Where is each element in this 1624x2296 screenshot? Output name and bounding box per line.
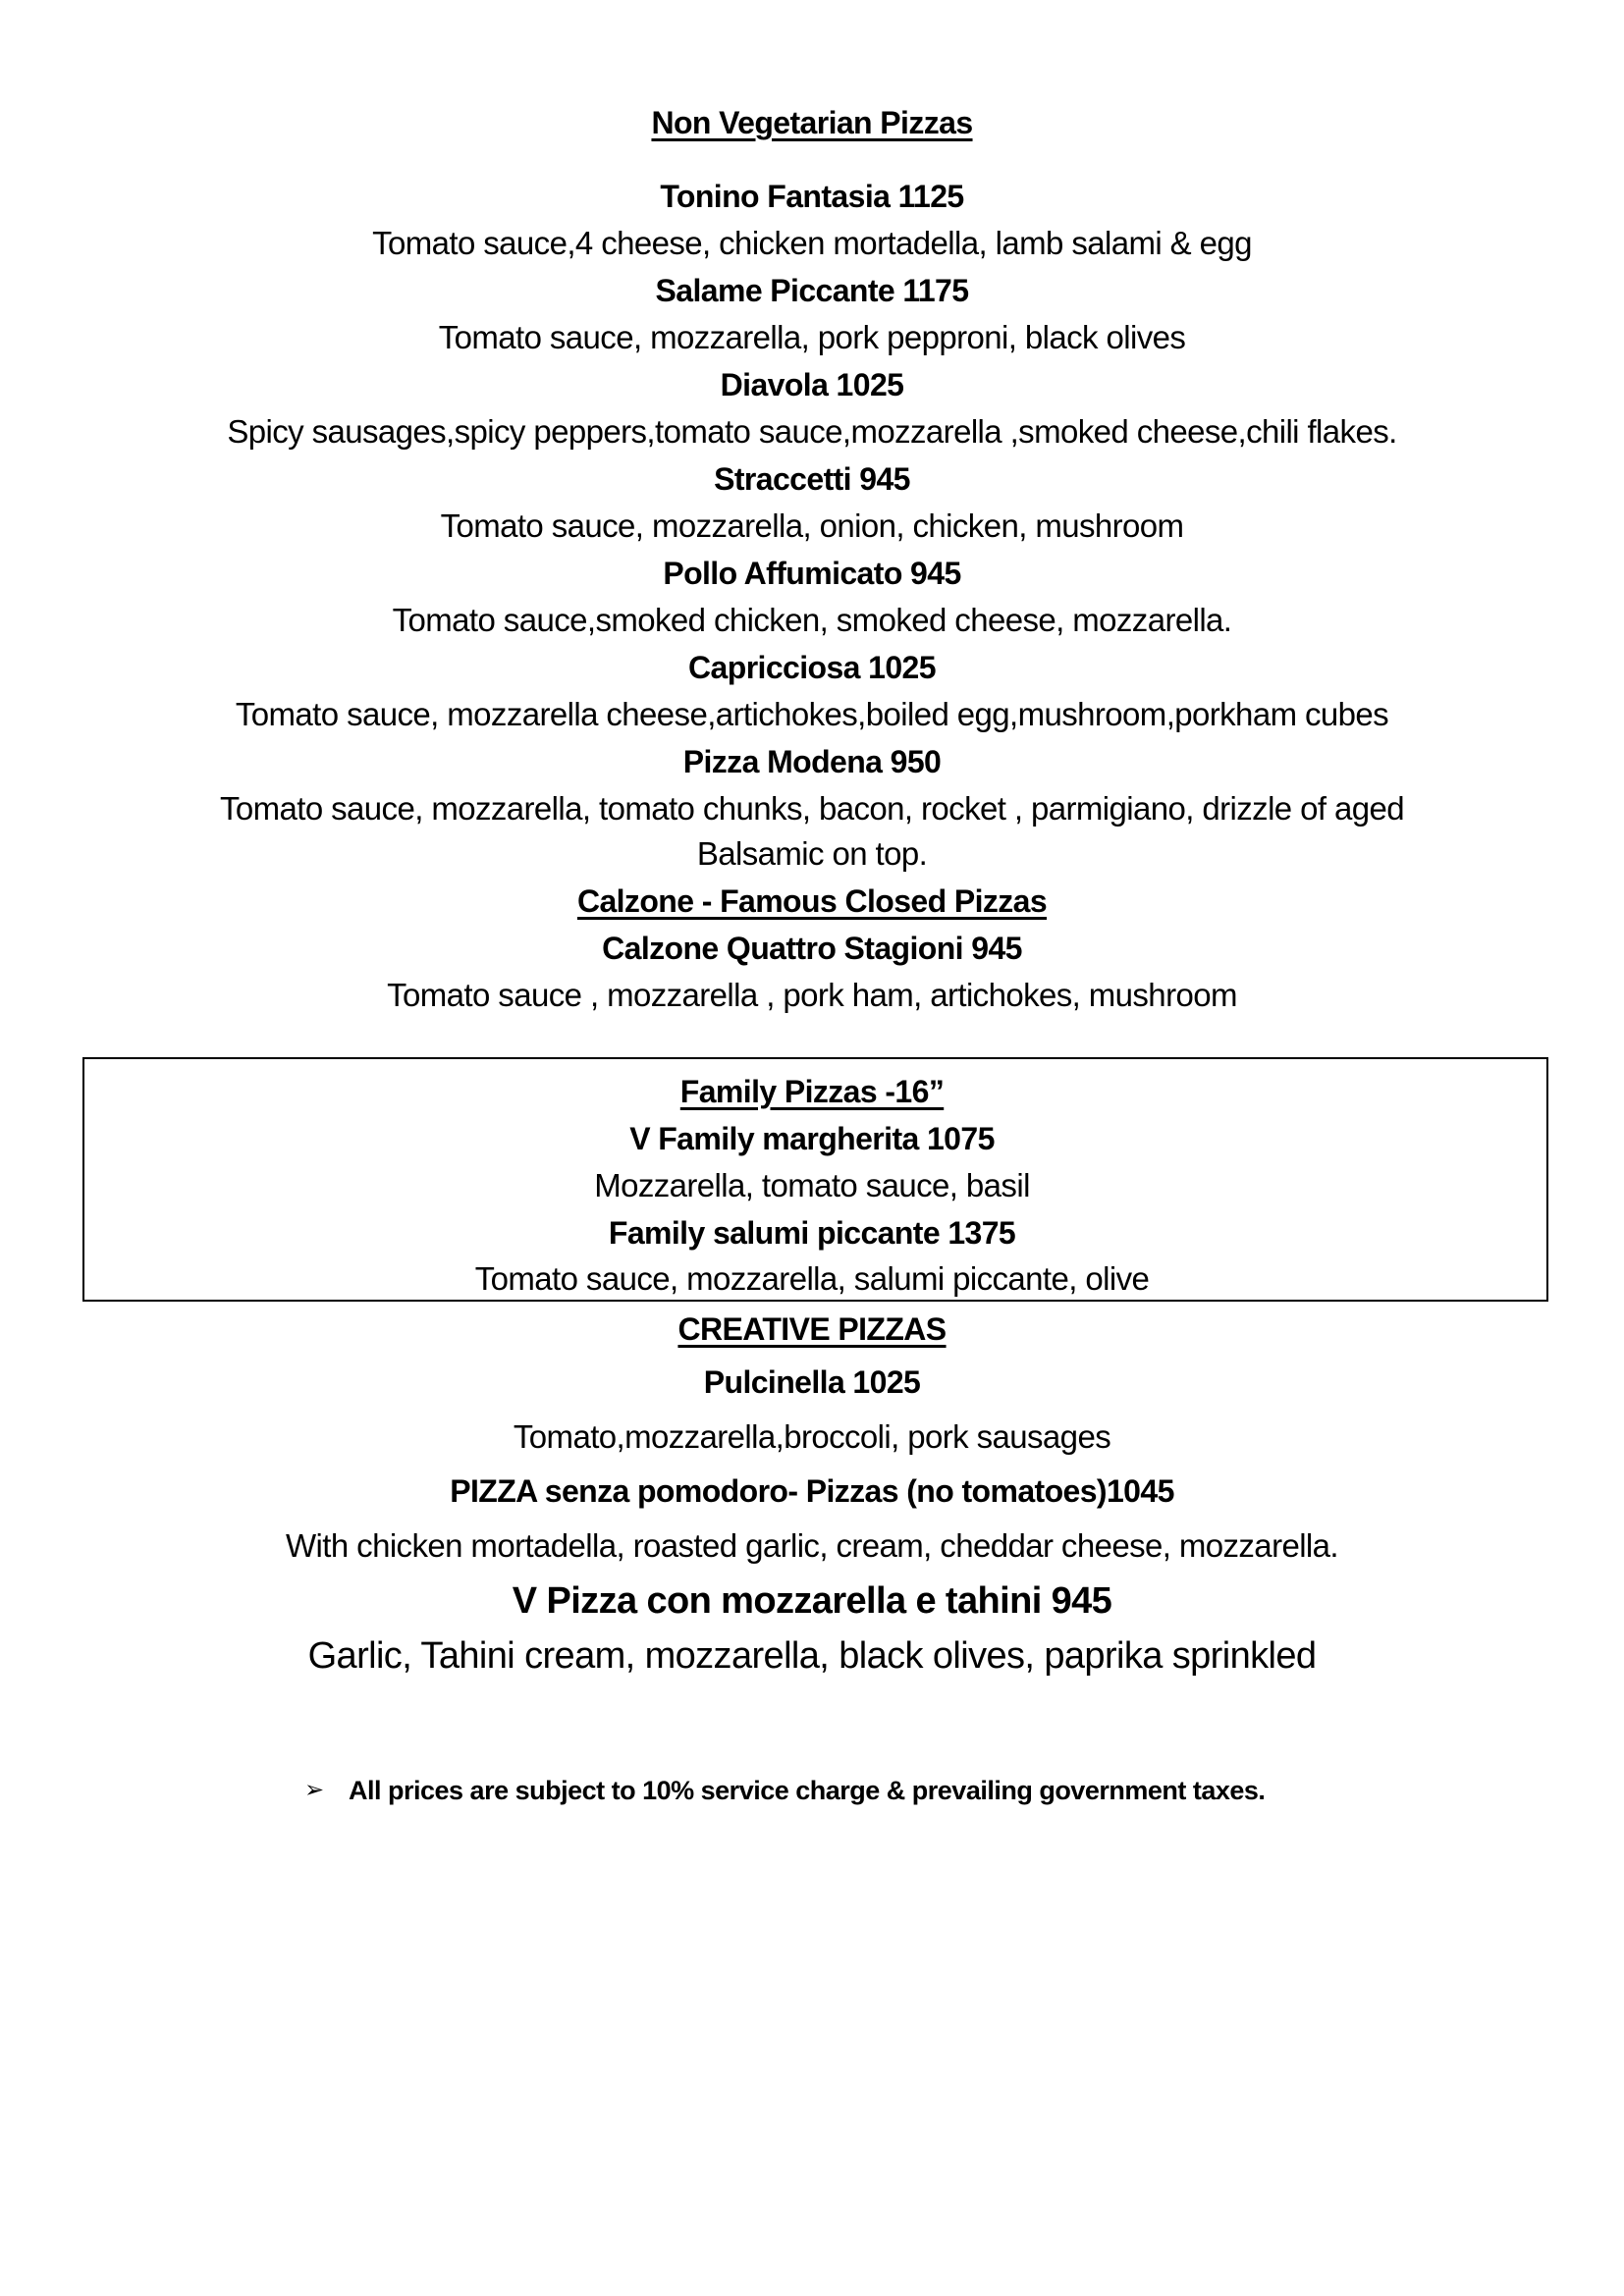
menu-item-description-continued: Balsamic on top. bbox=[696, 835, 928, 872]
menu-item-description: Tomato sauce,4 cheese, chicken mortadella, lamb salami & egg bbox=[372, 225, 1252, 261]
menu-item-description: Tomato sauce , mozzarella , pork ham, artichokes, mushroom bbox=[387, 977, 1237, 1013]
menu-item-description: Tomato sauce, mozzarella, onion, chicken, mushroom bbox=[440, 507, 1184, 544]
menu-item-name: Diavola 1025 bbox=[720, 367, 904, 402]
section-heading-creative: CREATIVE PIZZAS bbox=[677, 1311, 947, 1347]
menu-item-name: Capricciosa 1025 bbox=[688, 650, 936, 685]
service-charge-note: All prices are subject to 10% service charge & prevailing government taxes. bbox=[349, 1776, 1266, 1805]
menu-item-description: Tomato sauce, mozzarella, tomato chunks, bacon, rocket , parmigiano, drizzle of aged bbox=[219, 790, 1405, 827]
menu-item-description: Tomato sauce, mozzarella, salumi piccante, olive bbox=[474, 1260, 1150, 1297]
arrow-bullet-icon: ➢ bbox=[304, 1777, 324, 1803]
section-heading-family: Family Pizzas -16” bbox=[679, 1074, 945, 1109]
menu-item-description-large: Garlic, Tahini cream, mozzarella, black olives, paprika sprinkled bbox=[307, 1635, 1317, 1677]
menu-item-name: Family salumi piccante 1375 bbox=[608, 1215, 1016, 1251]
menu-item-description: Mozzarella, tomato sauce, basil bbox=[594, 1167, 1030, 1203]
menu-item-name: Straccetti 945 bbox=[714, 461, 910, 497]
menu-item-description: Tomato,mozzarella,broccoli, pork sausages bbox=[513, 1418, 1111, 1455]
menu-item-name: V Family margherita 1075 bbox=[629, 1121, 995, 1156]
menu-item-name: Pollo Affumicato 945 bbox=[663, 556, 961, 591]
menu-item-description: Tomato sauce, mozzarella cheese,artichokes,boiled egg,mushroom,porkham cubes bbox=[235, 696, 1389, 732]
footer-note bbox=[304, 1774, 1265, 1807]
menu-item-description: Tomato sauce, mozzarella, pork pepproni, black olives bbox=[438, 319, 1186, 355]
menu-item-name-large: V Pizza con mozzarella e tahini 945 bbox=[512, 1580, 1112, 1622]
menu-item-name: Salame Piccante 1175 bbox=[655, 273, 969, 308]
menu-item-description: Spicy sausages,spicy peppers,tomato sauce,mozzarella ,smoked cheese,chili flakes. bbox=[227, 413, 1397, 450]
menu-item-description: Tomato sauce,smoked chicken, smoked cheese, mozzarella. bbox=[392, 602, 1232, 638]
section-heading-calzone: Calzone - Famous Closed Pizzas bbox=[576, 883, 1048, 919]
menu-item-name: Pulcinella 1025 bbox=[703, 1364, 921, 1400]
menu-item-name: Tonino Fantasia 1125 bbox=[660, 179, 964, 214]
menu-item-name: PIZZA senza pomodoro- Pizzas (no tomatoes)1045 bbox=[450, 1473, 1174, 1509]
menu-item-name: Pizza Modena 950 bbox=[682, 744, 942, 779]
menu-item-description: With chicken mortadella, roasted garlic, cream, cheddar cheese, mozzarella. bbox=[286, 1527, 1338, 1564]
section-heading-non-vegetarian: Non Vegetarian Pizzas bbox=[651, 105, 973, 140]
menu-item-name: Calzone Quattro Stagioni 945 bbox=[602, 931, 1022, 966]
